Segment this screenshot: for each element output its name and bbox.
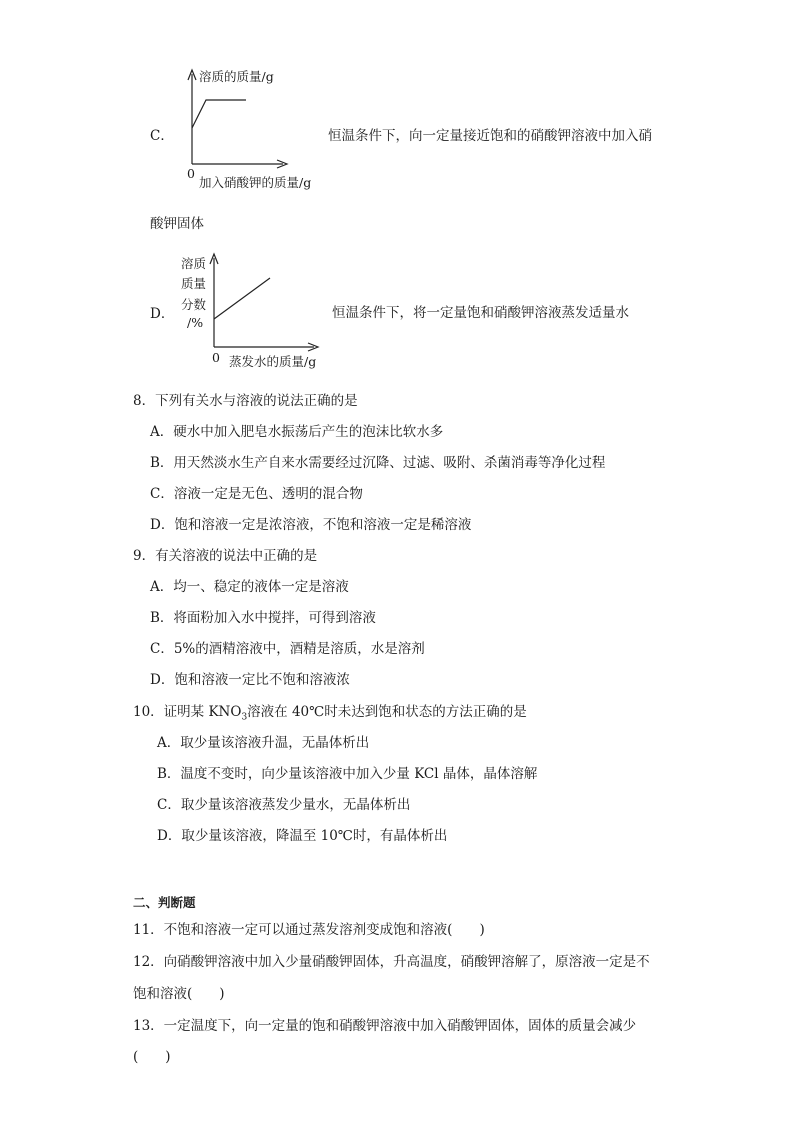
q10-stem-suffix: 溶液在 40℃时未达到饱和状态的方法正确的是 — [247, 704, 527, 720]
q10-option-c: C．取少量该溶液蒸发少量水，无晶体析出 — [157, 797, 411, 813]
graph-d-y-label-2: 质量 — [181, 276, 207, 291]
q8-option-b: B．用天然淡水生产自来水需要经过沉降、过滤、吸附、杀菌消毒等净化过程 — [150, 455, 606, 471]
graph-d-y-label-3: 分数 — [181, 297, 207, 312]
q10-option-a: A．取少量该溶液升温，无晶体析出 — [157, 735, 370, 751]
q9-option-c: C．5%的酒精溶液中，酒精是溶质，水是溶剂 — [150, 641, 425, 657]
q9-option-a: A．均一、稳定的液体一定是溶液 — [150, 579, 349, 595]
section2-heading: 二、判断题 — [133, 895, 196, 910]
q10-stem-prefix: 10．证明某 KNO — [133, 704, 242, 720]
q9-option-b: B．将面粉加入水中搅拌，可得到溶液 — [150, 610, 376, 626]
q10-stem — [133, 700, 527, 723]
graph-d-x-label: 蒸发水的质量/g — [229, 354, 317, 369]
q12-text-line1: 12．向硝酸钾溶液中加入少量硝酸钾固体，升高温度，硝酸钾溶解了，原溶液一定是不 — [133, 954, 650, 970]
q8-option-d: D．饱和溶液一定是浓溶液，不饱和溶液一定是稀溶液 — [150, 517, 472, 533]
q8-stem: 8．下列有关水与溶液的说法正确的是 — [133, 393, 358, 409]
option-d-letter: D． — [150, 306, 175, 322]
graph-d-curve — [214, 278, 270, 319]
q8-option-c: C．溶液一定是无色、透明的混合物 — [150, 486, 363, 502]
graph-c-y-label: 溶质的质量/g — [199, 69, 274, 84]
graph-d-y-label-4: /% — [187, 315, 204, 330]
q10-option-b: B．温度不变时，向少量该溶液中加入少量 KCl 晶体，晶体溶解 — [157, 766, 538, 782]
option-d-text: 恒温条件下，将一定量饱和硝酸钾溶液蒸发适量水 — [332, 305, 629, 321]
q13-text-line1: 13．一定温度下，向一定量的饱和硝酸钾溶液中加入硝酸钾固体，固体的质量会减少 — [133, 1018, 637, 1034]
q10-stem-subscript: 3 — [241, 712, 248, 723]
q9-option-d: D．饱和溶液一定比不饱和溶液浓 — [150, 672, 350, 688]
q13-text-line2: ( ) — [133, 1049, 171, 1065]
graph-c-origin: 0 — [187, 166, 195, 181]
q10-option-d: D．取少量该溶液，降温至 10℃时，有晶体析出 — [157, 828, 448, 844]
graph-d-y-label-1: 溶质 — [181, 256, 207, 271]
graph-c-x-label: 加入硝酸钾的质量/g — [199, 175, 312, 190]
option-c-letter: C． — [150, 128, 174, 144]
q12-text-line2: 饱和溶液( ) — [133, 986, 225, 1002]
option-c-text-line1: 恒温条件下，向一定量接近饱和的硝酸钾溶液中加入硝 — [328, 128, 652, 144]
q11-text: 11．不饱和溶液一定可以通过蒸发溶剂变成饱和溶液( ) — [133, 922, 485, 938]
q8-option-a: A．硬水中加入肥皂水振荡后产生的泡沫比软水多 — [150, 424, 444, 440]
graph-d — [0, 0, 794, 400]
option-c-text-line2: 酸钾固体 — [150, 216, 204, 232]
q9-stem: 9．有关溶液的说法中正确的是 — [133, 548, 318, 564]
graph-d-origin: 0 — [212, 350, 220, 365]
